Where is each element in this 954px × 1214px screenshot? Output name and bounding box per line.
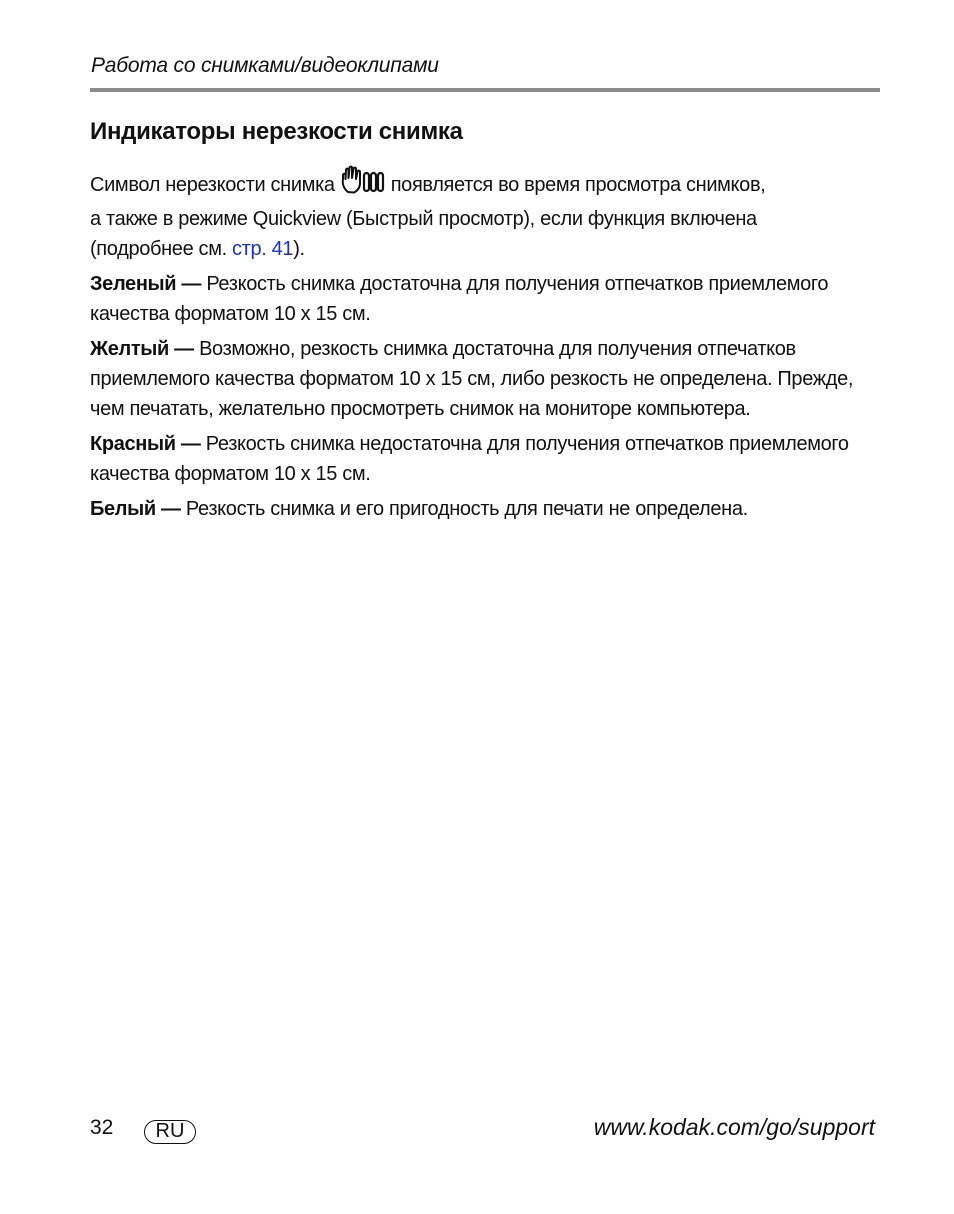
page-footer (0, 1112, 954, 1152)
intro-text-after-link: ). (293, 238, 305, 260)
page-number: 32 (90, 1116, 114, 1139)
page-title: Индикаторы нерезкости снимка (90, 118, 463, 145)
support-url: www.kodak.com/go/support (593, 1114, 875, 1140)
indicator-item-red (90, 429, 890, 489)
indicator-term: Красный — (90, 433, 201, 455)
indicator-term: Белый — (90, 498, 181, 520)
shaky-hand-icon (339, 165, 387, 204)
indicator-description: Резкость снимка недостаточна для получения отпечатков приемлемого качества форматом 10 x 15 см. (90, 433, 849, 485)
indicator-term: Желтый — (90, 338, 194, 360)
running-header: Работа со снимками/видеоклипами (91, 54, 439, 77)
indicator-description: Резкость снимка достаточна для получения отпечатков приемлемого качества форматом 10 x 15 см. (90, 273, 829, 325)
indicator-description: Резкость снимка и его пригодность для печати не определена. (185, 498, 748, 520)
header-rule (90, 88, 880, 92)
intro-text-before-link: (подробнее см. (90, 238, 233, 260)
intro-paragraph (90, 165, 890, 264)
indicator-item-yellow (90, 334, 890, 424)
intro-text-after-icon: появляется во время просмотра снимков, (390, 174, 766, 196)
page-reference-link[interactable]: стр. 41 (232, 238, 294, 260)
intro-text-before-icon: Символ нерезкости снимка (90, 174, 335, 196)
indicator-item-green (90, 269, 890, 329)
indicator-term: Зеленый — (90, 273, 202, 295)
language-badge: RU (144, 1120, 196, 1144)
indicator-description: Возможно, резкость снимка достаточна для получения отпечатков приемлемого качества форматом 10 x 15 см, либо резкость не определена. Прежде, чем печатать, желательно просмотреть снимок на мониторе компьютера. (90, 338, 854, 420)
intro-text-line-2: а также в режиме Quickview (Быстрый просмотр), если функция включена (90, 208, 757, 230)
indicator-item-white (90, 494, 890, 524)
page-content (90, 165, 890, 529)
